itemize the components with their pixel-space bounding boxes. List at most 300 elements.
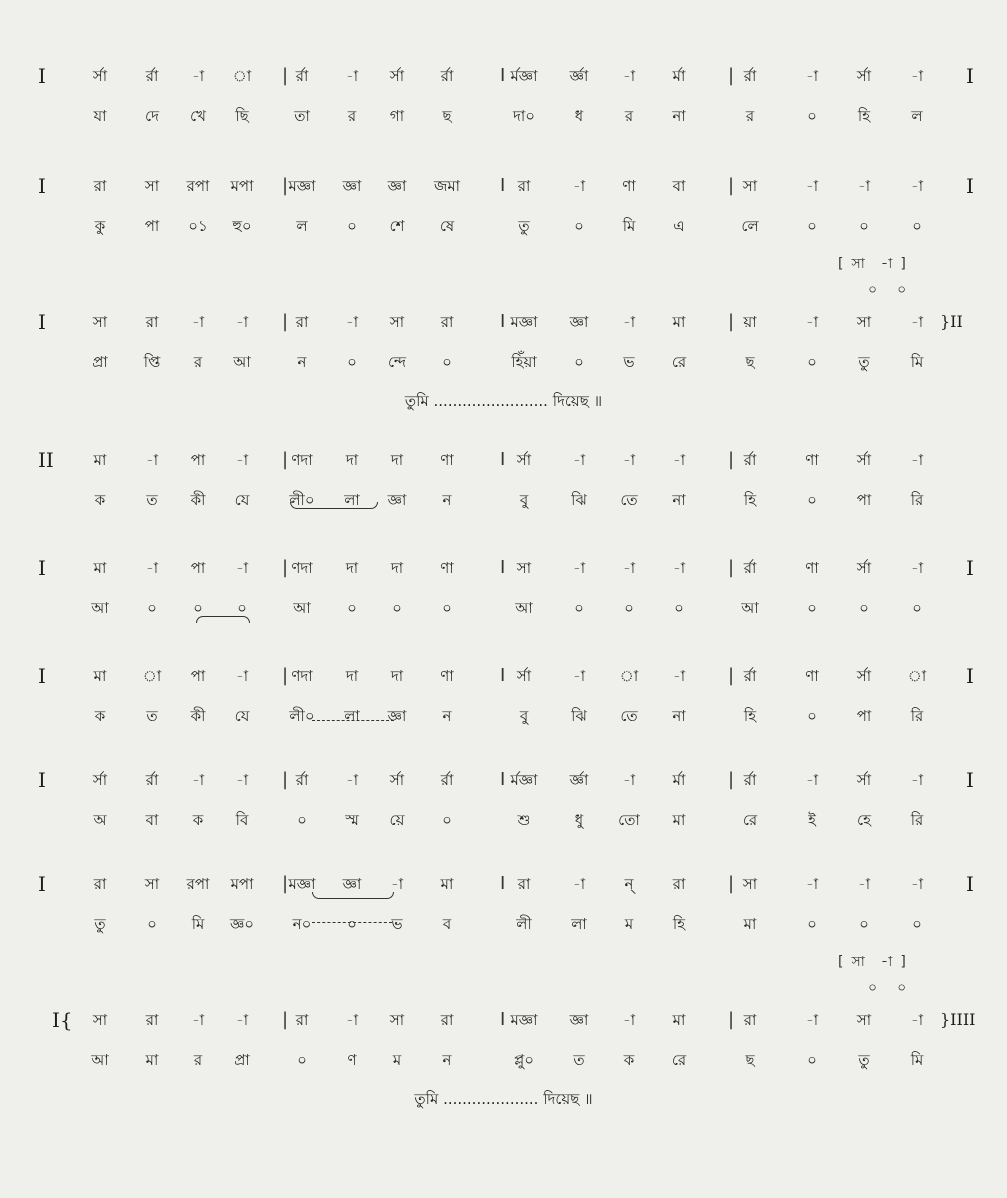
note-cell: জ্ঞা xyxy=(569,1011,589,1029)
notes-row xyxy=(0,864,1007,904)
refrain-line: তুমি .................... দিয়েছ ॥ xyxy=(414,1090,593,1108)
lyric-cell: ০ xyxy=(574,353,584,371)
lyric-cell: লা xyxy=(344,707,360,725)
lyric-cell: আ xyxy=(515,599,533,617)
note-cell: -া xyxy=(345,1011,359,1029)
note-cell: া xyxy=(619,667,639,685)
end-marker: }IIII xyxy=(940,1010,976,1029)
lyric-cell: বু xyxy=(519,707,529,725)
note-cell: রা xyxy=(517,177,531,195)
start-marker: I xyxy=(38,310,46,334)
note-cell: র্সা xyxy=(92,771,108,789)
note-cell: -া xyxy=(857,875,871,893)
notation-block xyxy=(0,656,1007,736)
lyric-cell: অ xyxy=(93,811,107,829)
lyric-cell: ম xyxy=(624,915,634,933)
note-cell: সা xyxy=(856,313,872,331)
lyric-cell: মি xyxy=(622,217,636,235)
lyric-cell: ত xyxy=(146,491,158,509)
note-cell: ণা xyxy=(440,451,454,469)
lyric-cell: জ্ঞা xyxy=(387,491,407,509)
lyric-cell: ০ xyxy=(807,599,817,617)
extra-notes xyxy=(838,252,906,276)
lyric-cell: ০ xyxy=(807,915,817,933)
lyric-cell: আ xyxy=(293,599,311,617)
note-cell: -া xyxy=(910,1011,924,1029)
lyric-cell: ঝি xyxy=(571,707,587,725)
extra-lyric: ০ xyxy=(897,980,907,996)
bar-separator: I xyxy=(500,311,506,332)
bar-separator: I xyxy=(500,873,506,894)
note-cell: -া xyxy=(235,559,249,577)
lyric-cell: ছি xyxy=(235,107,249,125)
notes-row xyxy=(0,548,1007,588)
extra-lyric: ০ xyxy=(868,282,878,298)
notes-row xyxy=(0,166,1007,206)
note-cell: দা xyxy=(390,451,404,469)
note-cell: রা xyxy=(295,313,309,331)
note-cell: র্রা xyxy=(743,67,757,85)
lyric-cell: আ xyxy=(741,599,759,617)
lyrics-row xyxy=(0,342,1007,382)
slur-arc xyxy=(312,892,394,899)
note-cell: য়া xyxy=(743,313,757,331)
lyric-cell: বু xyxy=(519,491,529,509)
lyric-cell: ০ xyxy=(347,353,357,371)
notes-row xyxy=(0,440,1007,480)
note-cell: মা xyxy=(93,559,107,577)
start-marker: I xyxy=(38,64,46,88)
note-cell: -া xyxy=(572,451,586,469)
lyric-cell: ক xyxy=(94,491,106,509)
note-cell: র্মজ্ঞা xyxy=(510,771,538,789)
lyric-cell: ছ xyxy=(745,353,755,371)
slur-arc xyxy=(290,502,378,509)
note-cell: -া xyxy=(235,451,249,469)
note-cell: মা xyxy=(672,1011,686,1029)
note-cell: া xyxy=(142,667,162,685)
note-cell: -া xyxy=(191,1011,205,1029)
note-cell: মজ্ঞা xyxy=(510,313,538,331)
lyric-cell: ০ xyxy=(807,707,817,725)
bar-separator: I xyxy=(500,665,506,686)
lyric-cell: ০ xyxy=(624,599,634,617)
lyric-cell: জ্ঞা xyxy=(387,707,407,725)
note-cell: মজ্ঞা xyxy=(288,875,316,893)
note-cell: ণা xyxy=(440,667,454,685)
bar-separator: | xyxy=(728,665,735,686)
lyric-cell: রে xyxy=(671,353,687,371)
lyric-cell: ০ xyxy=(147,599,157,617)
lyric-cell: মি xyxy=(910,1051,924,1069)
bar-separator: | xyxy=(282,557,289,578)
extra-note: -া xyxy=(880,256,893,272)
note-cell: রপা xyxy=(186,875,210,893)
bar-separator: | xyxy=(282,769,289,790)
bar-separator: I xyxy=(500,65,506,86)
note-cell: র্মা xyxy=(672,67,686,85)
lyric-cell: আ xyxy=(91,1051,109,1069)
lyric-cell: লী০ xyxy=(289,707,315,725)
note-cell: -া xyxy=(672,559,686,577)
note-cell: ণা xyxy=(805,451,819,469)
note-cell: র্সা xyxy=(92,67,108,85)
note-cell: জমা xyxy=(433,177,461,195)
lyric-cell: ছ xyxy=(745,1051,755,1069)
lyric-cell: পা xyxy=(856,491,872,509)
lyric-cell: ক xyxy=(192,811,204,829)
lyric-cell: ন্দে xyxy=(387,353,407,371)
lyric-cell: ০ xyxy=(912,217,922,235)
note-cell: ণদা xyxy=(291,559,313,577)
note-cell: -া xyxy=(622,559,636,577)
note-cell: সা xyxy=(144,875,160,893)
lyric-cell: শু xyxy=(517,811,531,829)
lyric-cell: হিঁয়া xyxy=(511,353,537,371)
note-cell: -া xyxy=(857,177,871,195)
bar-separator: | xyxy=(728,769,735,790)
lyric-cell: ই xyxy=(808,811,816,829)
note-cell: া xyxy=(232,67,252,85)
note-cell: পা xyxy=(190,559,206,577)
lyric-cell: ক xyxy=(623,1051,635,1069)
notation-block xyxy=(0,56,1007,136)
note-cell: রা xyxy=(145,313,159,331)
end-marker: I xyxy=(966,64,974,88)
note-cell: জ্ঞা xyxy=(342,177,362,195)
lyric-cell: তো xyxy=(618,811,640,829)
note-cell: মপা xyxy=(230,177,254,195)
note-cell: -া xyxy=(235,771,249,789)
lyrics-row xyxy=(0,800,1007,840)
note-cell: -া xyxy=(622,771,636,789)
lyric-cell: ০ xyxy=(674,599,684,617)
note-cell: রা xyxy=(440,313,454,331)
lyric-cell: ব xyxy=(442,915,452,933)
end-marker: I xyxy=(966,664,974,688)
note-cell: রা xyxy=(145,1011,159,1029)
end-marker: }II xyxy=(940,312,963,331)
lyric-cell: রে xyxy=(742,811,758,829)
note-cell: র্সা xyxy=(856,771,872,789)
note-cell: -া xyxy=(235,313,249,331)
lyric-cell: ০ xyxy=(347,217,357,235)
lyric-cell: ০ xyxy=(859,915,869,933)
lyric-cell: ভ xyxy=(623,353,635,371)
note-cell: জ্ঞা xyxy=(342,875,362,893)
start-marker: I xyxy=(38,556,46,580)
notation-block xyxy=(0,1000,1007,1108)
bar-separator: | xyxy=(282,665,289,686)
note-cell: র্সা xyxy=(856,67,872,85)
note-cell: মা xyxy=(672,313,686,331)
lyric-cell: ০ xyxy=(297,811,307,829)
note-cell: -া xyxy=(910,771,924,789)
note-cell: র্সা xyxy=(856,667,872,685)
note-cell: র্মজ্ঞা xyxy=(510,67,538,85)
lyric-cell: র xyxy=(193,353,203,371)
lyric-cell: তে xyxy=(620,491,638,509)
lyric-cell: মি xyxy=(910,353,924,371)
lyric-cell: ০ xyxy=(859,217,869,235)
lyric-cell: ০ xyxy=(193,599,203,617)
note-cell: র্জ্ঞা xyxy=(569,771,589,789)
extra-lyric: ০ xyxy=(868,980,878,996)
note-cell: -া xyxy=(805,67,819,85)
note-cell: ণা xyxy=(622,177,636,195)
extra-note: সা xyxy=(851,954,865,970)
note-cell: -া xyxy=(145,451,159,469)
lyric-cell: গা xyxy=(389,107,405,125)
note-cell: -া xyxy=(805,177,819,195)
lyric-cell: ন xyxy=(442,1051,452,1069)
lyric-cell: তু xyxy=(94,915,106,933)
lyric-cell: প্রা xyxy=(92,353,108,371)
note-cell: -া xyxy=(191,313,205,331)
bar-separator: | xyxy=(728,873,735,894)
lyric-cell: কু xyxy=(94,217,106,235)
note-cell: র্সা xyxy=(516,667,532,685)
notes-row xyxy=(0,302,1007,342)
lyric-cell: মি xyxy=(191,915,205,933)
lyric-cell: ভ xyxy=(391,915,403,933)
note-cell: মা xyxy=(93,667,107,685)
bar-separator: | xyxy=(728,311,735,332)
bracket-close: ] xyxy=(900,256,906,272)
note-cell: -া xyxy=(572,667,586,685)
lyrics-row xyxy=(0,1040,1007,1080)
note-cell: সা xyxy=(92,1011,108,1029)
lyric-cell: ঝি xyxy=(571,491,587,509)
lyric-cell: তু xyxy=(858,1051,870,1069)
lyric-cell: র xyxy=(193,1051,203,1069)
lyric-cell: ০ xyxy=(912,599,922,617)
lyric-cell: ০ xyxy=(807,353,817,371)
note-cell: মজ্ঞা xyxy=(510,1011,538,1029)
lyric-cell: ০ xyxy=(574,599,584,617)
lyric-cell: ০ xyxy=(574,217,584,235)
note-cell: রা xyxy=(93,177,107,195)
note-cell: ণদা xyxy=(291,667,313,685)
lyric-cell: মা xyxy=(672,811,686,829)
notation-block xyxy=(0,864,1007,996)
bar-separator: I xyxy=(500,449,506,470)
notes-row xyxy=(0,1000,1007,1040)
lyric-cell: হি xyxy=(743,707,757,725)
lyric-cell: যে xyxy=(234,491,250,509)
note-cell: র্সা xyxy=(389,67,405,85)
note-cell: র্রা xyxy=(145,67,159,85)
note-cell: -া xyxy=(805,771,819,789)
lyric-cell: আ xyxy=(91,599,109,617)
lyric-cell: যা xyxy=(93,107,107,125)
lyric-cell: না xyxy=(672,491,686,509)
note-cell: দা xyxy=(390,667,404,685)
start-marker: II xyxy=(38,448,54,472)
bar-separator: | xyxy=(728,1009,735,1030)
end-marker: I xyxy=(966,872,974,896)
lyric-cell: কী xyxy=(190,491,206,509)
start-marker: I xyxy=(38,174,46,198)
refrain-line: তুমি ........................ দিয়েছ ॥ xyxy=(404,392,603,410)
note-cell: সা xyxy=(856,1011,872,1029)
lyric-cell: ত xyxy=(573,1051,585,1069)
note-cell: মা xyxy=(93,451,107,469)
lyric-cell: লা xyxy=(344,491,360,509)
lyric-cell: ০ xyxy=(807,491,817,509)
lyric-cell: ০ xyxy=(859,599,869,617)
note-cell: -া xyxy=(910,875,924,893)
lyric-cell: ০ xyxy=(237,599,247,617)
lyric-cell: র xyxy=(624,107,634,125)
note-cell: রা xyxy=(517,875,531,893)
bracket-close: ] xyxy=(900,954,906,970)
lyric-cell: তে xyxy=(620,707,638,725)
note-cell: ণদা xyxy=(291,451,313,469)
start-marker: I xyxy=(38,664,46,688)
end-marker: I xyxy=(966,556,974,580)
lyric-cell: পা xyxy=(856,707,872,725)
note-cell: দা xyxy=(345,451,359,469)
bar-separator: | xyxy=(282,175,289,196)
lyric-cell: লা xyxy=(571,915,587,933)
notation-block xyxy=(0,166,1007,298)
note-cell: ণা xyxy=(805,559,819,577)
lyric-cell: তু xyxy=(858,353,870,371)
note-cell: সা xyxy=(516,559,532,577)
note-cell: দা xyxy=(390,559,404,577)
lyric-cell: ০ xyxy=(807,217,817,235)
lyrics-row xyxy=(0,480,1007,520)
extra-lyric: ০ xyxy=(897,282,907,298)
note-cell: র্সা xyxy=(516,451,532,469)
note-cell: -া xyxy=(235,667,249,685)
lyric-cell: ০ xyxy=(807,1051,817,1069)
bracket-open: [ xyxy=(838,954,844,970)
notation-block xyxy=(0,440,1007,520)
note-cell: পা xyxy=(190,667,206,685)
note-cell: া xyxy=(907,667,927,685)
lyric-cell: রি xyxy=(910,491,924,509)
notes-row xyxy=(0,760,1007,800)
note-cell: র্সা xyxy=(856,451,872,469)
bar-separator: | xyxy=(728,175,735,196)
note-cell: -া xyxy=(805,313,819,331)
note-cell: সা xyxy=(742,875,758,893)
bar-separator: | xyxy=(282,65,289,86)
lyric-cell: দা০ xyxy=(513,107,535,125)
note-cell: -া xyxy=(572,559,586,577)
note-cell: র্রা xyxy=(743,451,757,469)
lyric-cell: ল xyxy=(296,217,308,235)
start-marker: I xyxy=(38,872,46,896)
bar-separator: I xyxy=(500,769,506,790)
note-cell: জ্ঞা xyxy=(387,177,407,195)
note-cell: -া xyxy=(345,771,359,789)
lyric-cell: ছ xyxy=(442,107,452,125)
dash-underline xyxy=(312,720,394,721)
lyric-cell: ম xyxy=(392,1051,402,1069)
note-cell: মজ্ঞা xyxy=(288,177,316,195)
lyric-cell: ণ xyxy=(347,1051,357,1069)
lyric-cell: ল xyxy=(911,107,923,125)
dash-underline xyxy=(312,922,392,923)
note-cell: র্রা xyxy=(145,771,159,789)
lyrics-row xyxy=(0,696,1007,736)
note-cell: রা xyxy=(295,1011,309,1029)
extra-lyrics xyxy=(858,976,916,1000)
note-cell: -া xyxy=(345,313,359,331)
note-cell: দা xyxy=(345,559,359,577)
note-cell: সা xyxy=(389,313,405,331)
lyric-cell: ০ xyxy=(147,915,157,933)
lyric-cell: ক xyxy=(94,707,106,725)
end-marker: I xyxy=(966,174,974,198)
lyric-cell: লী xyxy=(516,915,532,933)
bar-separator: | xyxy=(282,1009,289,1030)
lyrics-row xyxy=(0,904,1007,944)
bar-separator: | xyxy=(282,873,289,894)
note-cell: র্সা xyxy=(389,771,405,789)
lyrics-row xyxy=(0,588,1007,628)
lyric-cell: হি xyxy=(857,107,871,125)
note-cell: রা xyxy=(93,875,107,893)
note-cell: র্মা xyxy=(672,771,686,789)
extra-note: সা xyxy=(851,256,865,272)
note-cell: মপা xyxy=(230,875,254,893)
bar-separator: | xyxy=(282,449,289,470)
lyric-cell: ০ xyxy=(442,599,452,617)
note-cell: দা xyxy=(345,667,359,685)
lyric-cell: হি xyxy=(743,491,757,509)
note-cell: -া xyxy=(572,177,586,195)
note-cell: -া xyxy=(572,875,586,893)
note-cell: -া xyxy=(672,667,686,685)
notes-row xyxy=(0,656,1007,696)
note-cell: বা xyxy=(672,177,686,195)
lyric-cell: না xyxy=(672,707,686,725)
notation-block xyxy=(0,548,1007,628)
note-cell: -া xyxy=(910,559,924,577)
lyric-cell: ০ xyxy=(442,811,452,829)
note-cell: -া xyxy=(622,67,636,85)
note-cell: র্রা xyxy=(295,67,309,85)
lyric-cell: স্ম xyxy=(345,811,359,829)
lyric-cell: দে xyxy=(145,107,159,125)
lyric-cell: র xyxy=(347,107,357,125)
lyric-cell: এ xyxy=(673,217,685,235)
lyric-cell: ন xyxy=(297,353,307,371)
lyric-cell: আ xyxy=(233,353,251,371)
note-cell: সা xyxy=(742,177,758,195)
note-cell: -া xyxy=(390,875,404,893)
start-marker: I xyxy=(38,768,46,792)
lyric-cell: প্লু০ xyxy=(514,1051,534,1069)
note-cell: রা xyxy=(743,1011,757,1029)
note-cell: -া xyxy=(910,313,924,331)
note-cell: -া xyxy=(622,1011,636,1029)
end-marker: I xyxy=(966,768,974,792)
lyric-cell: ন xyxy=(442,491,452,509)
lyric-cell: ০ xyxy=(912,915,922,933)
note-cell: র্জ্ঞা xyxy=(569,67,589,85)
lyric-cell: লে xyxy=(741,217,759,235)
start-marker: I{ xyxy=(52,1008,73,1032)
notes-row xyxy=(0,56,1007,96)
note-cell: র্রা xyxy=(295,771,309,789)
note-cell: -া xyxy=(622,451,636,469)
lyric-cell: বা xyxy=(145,811,159,829)
